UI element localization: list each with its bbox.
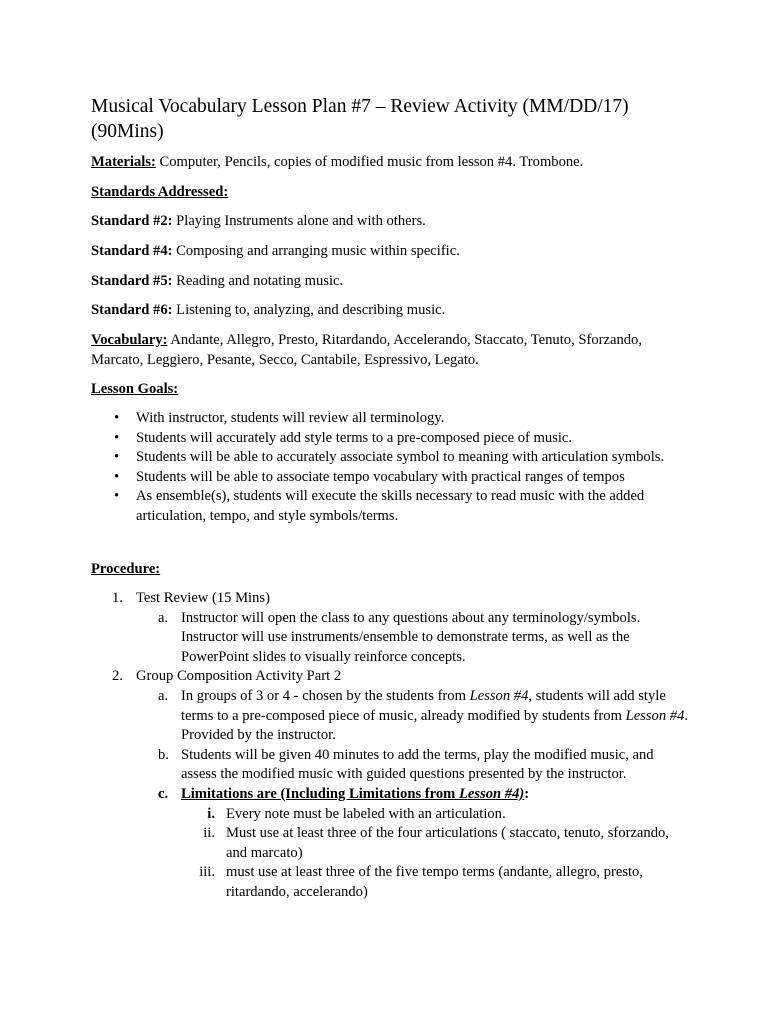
goal-item: • Students will accurately add style terms to a pre-composed piece of music. bbox=[91, 429, 691, 449]
limitation-text: must use at least three of the five tempo terms (andante, allegro, presto, ritardando, accelerando) bbox=[226, 864, 643, 900]
standard-text: Reading and notating music. bbox=[172, 273, 344, 289]
procedure-step bbox=[91, 589, 691, 609]
lesson-reference: Lesson #4) bbox=[458, 785, 525, 802]
substep-text: In groups of 3 or 4 - chosen by the students from Lesson #4, students will add style terms to a pre-composed piece of music, already modified by students from Lesson #4. Provided by the instructor. bbox=[181, 687, 689, 744]
step-text: Test Review (15 Mins) bbox=[136, 590, 270, 606]
substep-letter: c. bbox=[158, 785, 169, 802]
procedure-step bbox=[91, 667, 691, 687]
substep-letter: b. bbox=[158, 746, 169, 763]
procedure-heading: Procedure: bbox=[91, 561, 161, 577]
materials-label: Materials: bbox=[91, 154, 156, 170]
substep-text: Students will be given 40 minutes to add the terms, play the modified music, and assess the modified music with guided questions presented by the instructor. bbox=[181, 746, 654, 783]
limitation-item bbox=[91, 805, 691, 825]
standard-text: Listening to, analyzing, and describing music. bbox=[172, 302, 446, 318]
materials-text: Computer, Pencils, copies of modified music from lesson #4. Trombone. bbox=[155, 154, 584, 170]
limitation-numeral: ii. bbox=[203, 825, 215, 842]
substep-letter: a. bbox=[158, 609, 169, 626]
limitation-item bbox=[91, 863, 691, 902]
limitation-item bbox=[91, 824, 691, 863]
limitation-text: Must use at least three of the four articulations ( staccato, tenuto, sforzando, and marcato) bbox=[226, 825, 669, 861]
standard-item bbox=[91, 242, 691, 262]
procedure-substep bbox=[91, 687, 691, 746]
goal-item: • As ensemble(s), students will execute the skills necessary to read music with the added articulation, tempo, and style symbols/terms. bbox=[91, 487, 691, 526]
page-title: Musical Vocabulary Lesson Plan #7 – Review Activity (MM/DD/17) (90Mins) bbox=[91, 96, 629, 142]
procedure-substep bbox=[91, 609, 691, 668]
substep-text: Limitations are (Including Limitations from Lesson #4): bbox=[181, 785, 530, 802]
limitation-numeral: iii. bbox=[199, 864, 215, 881]
standard-label: Standard #4: bbox=[91, 243, 173, 259]
vocabulary-label: Vocabulary: bbox=[91, 332, 168, 348]
lesson-reference: Lesson #4 bbox=[469, 687, 529, 704]
goal-item: • Students will be able to accurately associate symbol to meaning with articulation symbols. bbox=[91, 448, 691, 468]
substep-letter: a. bbox=[158, 687, 169, 704]
goals-list bbox=[91, 409, 691, 527]
goal-item: • Students will be able to associate tempo vocabulary with practical ranges of tempos bbox=[91, 468, 691, 488]
standard-label: Standard #2: bbox=[91, 213, 173, 229]
standard-text: Playing Instruments alone and with others. bbox=[172, 213, 426, 229]
standard-item bbox=[91, 272, 691, 292]
standard-label: Standard #5: bbox=[91, 273, 173, 289]
standard-item bbox=[91, 212, 691, 232]
standard-label: Standard #6: bbox=[91, 302, 173, 318]
substep-text: Instructor will open the class to any questions about any terminology/symbols. Instructor will use instruments/ensemble to demonstrate terms, as well as the PowerPoint slides to visually reinforce concepts. bbox=[181, 609, 641, 665]
standard-item bbox=[91, 301, 691, 321]
lesson-reference: Lesson #4 bbox=[625, 707, 685, 724]
procedure-list bbox=[91, 589, 691, 903]
limitation-numeral: i. bbox=[207, 805, 215, 822]
vocabulary-line bbox=[91, 331, 671, 370]
step-text: Group Composition Activity Part 2 bbox=[136, 668, 342, 685]
step-number: 1. bbox=[112, 590, 123, 606]
procedure-substep bbox=[91, 746, 691, 785]
goal-item: • With instructor, students will review all terminology. bbox=[91, 409, 691, 429]
procedure-substep bbox=[91, 785, 691, 805]
limitation-text: Every note must be labeled with an articulation. bbox=[226, 805, 506, 822]
standards-heading: Standards Addressed: bbox=[91, 184, 229, 200]
materials-line bbox=[91, 153, 691, 173]
step-number: 2. bbox=[112, 668, 123, 685]
vocabulary-text: Andante, Allegro, Presto, Ritardando, Accelerando, Staccato, Tenuto, Sforzando, Marcato, Leggiero, Pesante, Secco, Cantabile, Espressivo, Legato. bbox=[91, 332, 643, 368]
standard-text: Composing and arranging music within specific. bbox=[172, 243, 460, 259]
goals-heading: Lesson Goals: bbox=[91, 381, 179, 397]
